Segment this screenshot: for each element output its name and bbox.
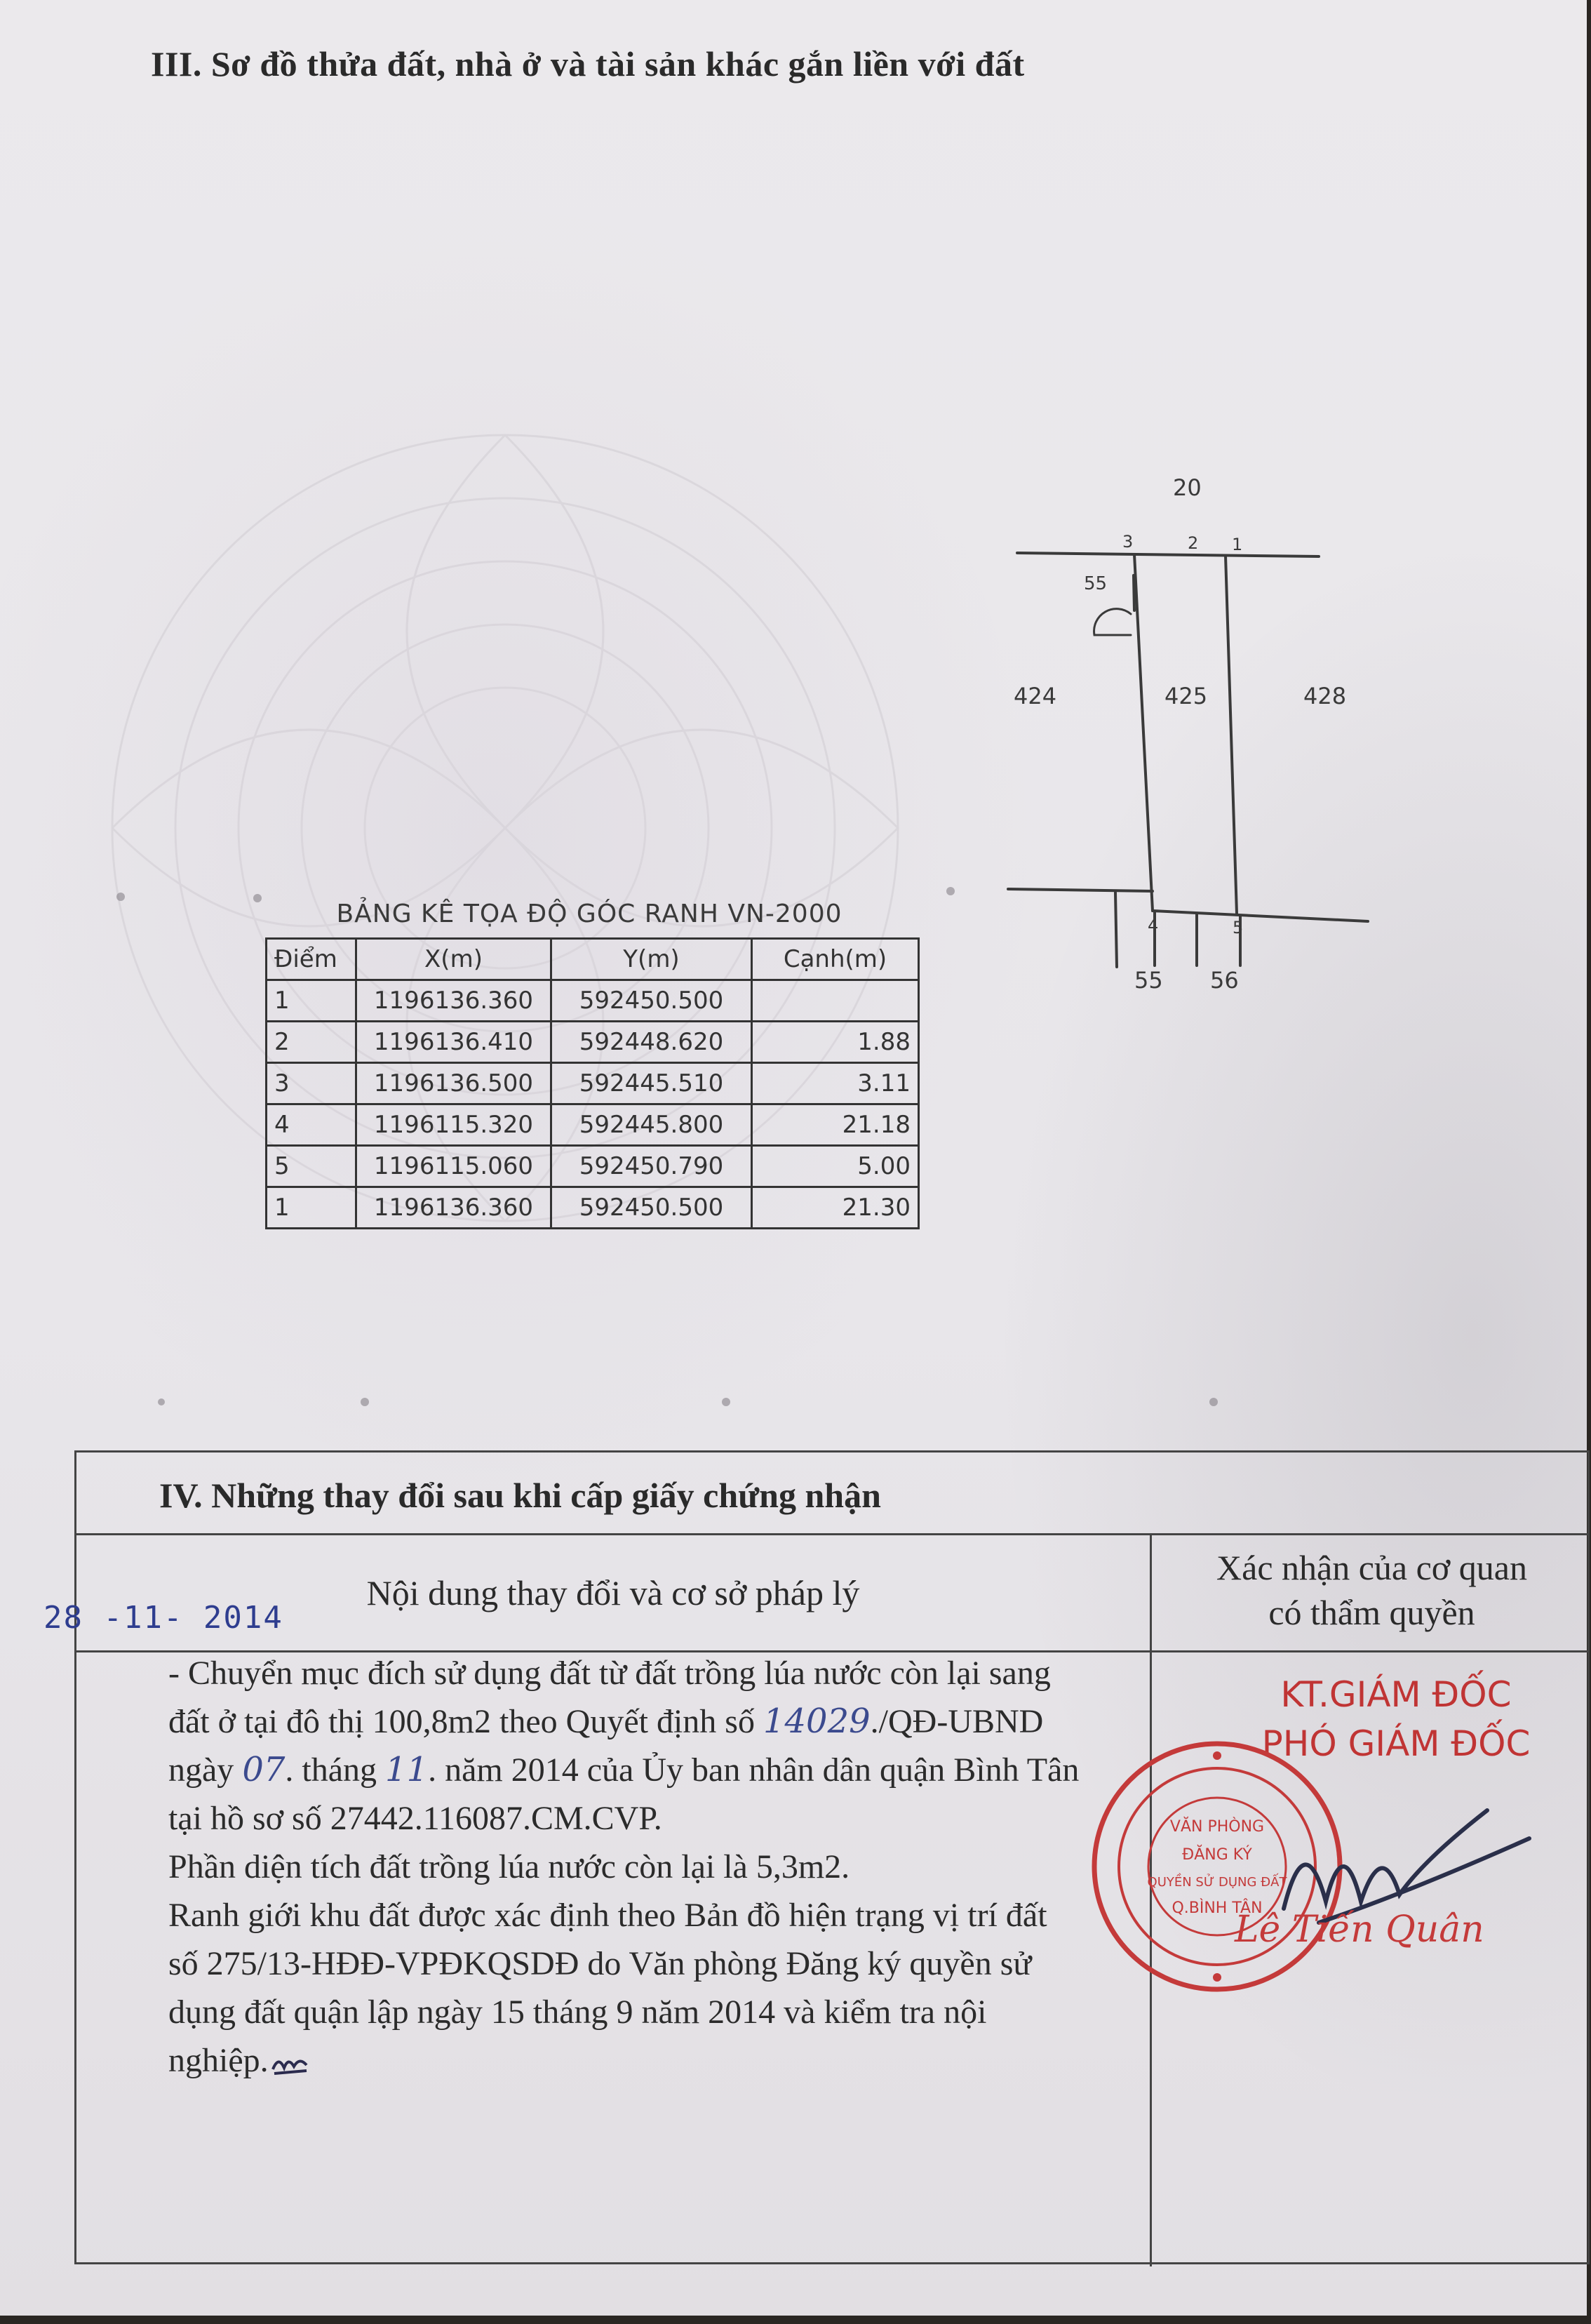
door-symbol-icon (1094, 609, 1131, 635)
corner-label: 2 (1188, 533, 1199, 553)
point-cell: 1 (267, 980, 356, 1022)
parcel-right-boundary (1226, 556, 1237, 914)
column-header: X(m) (356, 939, 551, 980)
parcel-label: 56 (1210, 967, 1239, 994)
table-row (267, 1104, 919, 1146)
handwritten-day: 07 (242, 1750, 286, 1789)
parcel-sketch-diagram (982, 323, 1403, 996)
parcel-label: 428 (1303, 683, 1347, 709)
point-cell: 5 (267, 1146, 356, 1187)
parcel-bottom-boundary (1153, 911, 1368, 921)
corner-label: 5 (1233, 918, 1244, 937)
content-line (168, 1697, 1164, 1746)
change-content (168, 1649, 1164, 2085)
table-row (267, 1187, 919, 1229)
y-cell: 592445.800 (551, 1104, 752, 1146)
y-cell: 592450.500 (551, 1187, 752, 1229)
boundary-tick (1115, 893, 1117, 967)
seal-line: ĐĂNG KÝ (1182, 1846, 1252, 1864)
content-line: dụng đất quận lập ngày 15 tháng 9 năm 2014 và kiểm tra nội (168, 1994, 987, 2031)
signer-name: Lê Tiến Quân (1235, 1909, 1484, 1951)
x-cell: 1196136.500 (356, 1063, 551, 1104)
change-content-header: Nội dung thay đổi và cơ sở pháp lý (366, 1573, 860, 1612)
edge-cell: 5.00 (752, 1146, 919, 1187)
edge-cell (752, 980, 919, 1022)
x-cell: 1196136.410 (356, 1022, 551, 1063)
parcel-label: 55 (1134, 967, 1163, 994)
authority-header-line: Xác nhận của cơ quan (1216, 1548, 1527, 1587)
date-stamp: 28 -11- 2014 (43, 1600, 283, 1636)
authority-header-line: có thẩm quyền (1268, 1593, 1475, 1632)
parcel-label: 20 (1173, 474, 1202, 501)
y-cell: 592450.500 (551, 980, 752, 1022)
content-line: số 275/13-HĐĐ-VPĐKQSDĐ do Văn phòng Đăng ký quyền sử (168, 1945, 1032, 1982)
parcel-label: 55 (1084, 573, 1108, 594)
content-line: Ranh giới khu đất được xác định theo Bản đồ hiện trạng vị trí đất (168, 1897, 1047, 1934)
neighbor-boundary-bottom-left (1008, 889, 1153, 891)
table-row (267, 1063, 919, 1104)
handwritten-month: 11 (385, 1750, 429, 1789)
edge-cell: 21.18 (752, 1104, 919, 1146)
y-cell: 592445.510 (551, 1063, 752, 1104)
x-cell: 1196136.360 (356, 1187, 551, 1229)
column-header: Điểm (267, 939, 356, 980)
content-text: ngày (168, 1751, 243, 1789)
point-cell: 3 (267, 1063, 356, 1104)
seal-line: Q.BÌNH TÂN (1172, 1899, 1263, 1917)
section-3-title: III. Sơ đồ thửa đất, nhà ở và tài sản khác gắn liền với đất (151, 44, 1025, 84)
content-line: tại hồ sơ số 27442.116087.CM.CVP. (168, 1800, 662, 1837)
section-4-title: IV. Những thay đổi sau khi cấp giấy chứng nhận (76, 1452, 1587, 1535)
content-text: . năm 2014 của Ủy ban nhân dân quận Bình Tân (428, 1751, 1080, 1789)
column-header: Y(m) (551, 939, 752, 980)
parcel-label: 424 (1014, 683, 1057, 709)
corner-label: 3 (1122, 532, 1134, 552)
y-cell: 592450.790 (551, 1146, 752, 1187)
edge-cell: 21.30 (752, 1187, 919, 1229)
point-cell: 2 (267, 1022, 356, 1063)
corner-label: 1 (1232, 535, 1243, 554)
authority-confirmation-header (1152, 1545, 1591, 1635)
seal-line: QUYỀN SỬ DỤNG ĐẤT (1147, 1875, 1287, 1890)
parcel-label: 425 (1164, 683, 1208, 709)
table-header-row (267, 939, 919, 980)
seal-line: VĂN PHÒNG (1169, 1818, 1265, 1836)
handwritten-decision-number: 14029 (763, 1702, 871, 1741)
content-line: - Chuyển mục đích sử dụng đất từ đất trồng lúa nước còn lại sang (168, 1655, 1051, 1692)
content-text: đất ở tại đô thị 100,8m2 theo Quyết định số (168, 1703, 763, 1740)
content-line: Phần diện tích đất trồng lúa nước còn lại là 5,3m2. (168, 1848, 850, 1885)
edge-cell: 1.88 (752, 1022, 919, 1063)
initials-mark-icon (269, 2050, 311, 2078)
table-row (267, 1022, 919, 1063)
authority-title-line: KT.GIÁM ĐỐC (1280, 1674, 1512, 1715)
point-cell: 4 (267, 1104, 356, 1146)
road-boundary-top (1017, 553, 1319, 556)
content-text: nghiệp. (168, 2042, 269, 2079)
authority-title-line: PHÓ GIÁM ĐỐC (1261, 1723, 1531, 1764)
x-cell: 1196115.320 (356, 1104, 551, 1146)
coordinate-table (265, 937, 920, 1229)
point-cell: 1 (267, 1187, 356, 1229)
y-cell: 592448.620 (551, 1022, 752, 1063)
parcel-left-boundary (1134, 554, 1153, 911)
column-header: Cạnh(m) (752, 939, 919, 980)
x-cell: 1196115.060 (356, 1146, 551, 1187)
x-cell: 1196136.360 (356, 980, 551, 1022)
coordinate-table-title: BẢNG KÊ TỌA ĐỘ GÓC RANH VN-2000 (336, 900, 843, 928)
table-row (267, 980, 919, 1022)
content-text: ./QĐ-UBND (870, 1703, 1044, 1740)
edge-cell: 3.11 (752, 1063, 919, 1104)
corner-label: 4 (1148, 916, 1159, 935)
content-line (168, 1746, 1164, 1794)
content-text: . tháng (285, 1751, 386, 1789)
content-line (168, 2036, 1164, 2085)
table-row (267, 1146, 919, 1187)
